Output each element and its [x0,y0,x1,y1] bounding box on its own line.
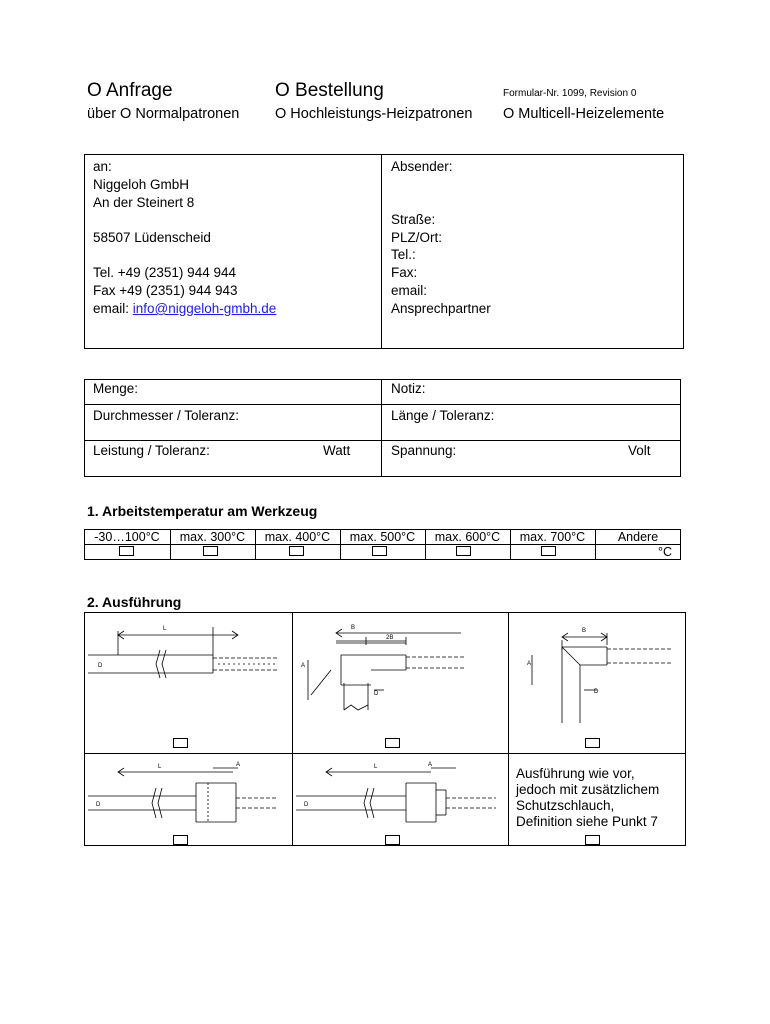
email-label: email: [93,301,133,316]
anfrage-option[interactable]: O Anfrage [87,80,173,101]
recipient-label: an: [93,159,112,174]
drawing-angled-cartridge [296,615,506,745]
bestellung-option[interactable]: O Bestellung [275,80,384,101]
recipient-street: An der Steinert 8 [93,195,195,210]
section1-title: 1. Arbeitstemperatur am Werkzeug [87,503,318,519]
drawing-threaded-cartridge [296,758,506,833]
notiz-field[interactable]: Notiz: [391,381,426,396]
temp-checkbox-300[interactable] [203,546,218,556]
temp-option-700: max. 700°C [519,530,586,544]
temp-option-500: max. 500°C [349,530,416,544]
temp-option-other: Andere [617,530,659,544]
drawing-straight-cartridge [88,615,288,745]
specs-divider [381,379,382,477]
section2-title: 2. Ausführung [87,594,182,610]
temp-checkbox-100[interactable] [119,546,134,556]
design-note-line-4: Definition siehe Punkt 7 [516,814,658,829]
label-b-2: B [351,625,356,631]
recipient-email-row [93,300,276,318]
label-a-3: A [527,661,532,667]
label-d-5: D [304,802,309,808]
recipient-tel: Tel. +49 (2351) 944 944 [93,265,236,280]
recipient-company: Niggeloh GmbH [93,177,190,192]
label-a-2: A [301,663,306,669]
design-checkbox-sleeve[interactable] [585,835,600,845]
email-link[interactable]: info@niggeloh-gmbh.de [132,301,277,316]
spannung-field[interactable]: Spannung: [391,443,457,458]
watt-unit: Watt [323,443,351,458]
label-d-4: D [96,802,101,808]
temp-option-300: max. 300°C [179,530,246,544]
sender-tel-label[interactable]: Tel.: [391,247,416,262]
temp-checkbox-500[interactable] [372,546,387,556]
label-d-2: D [374,691,379,697]
temp-checkbox-400[interactable] [289,546,304,556]
volt-unit: Volt [628,443,651,458]
label-a-5: A [428,762,433,768]
design-col-line-2 [508,612,509,846]
temp-other-unit[interactable]: °C [658,545,673,559]
label-d-1: D [98,663,103,669]
sender-label: Absender: [391,159,453,174]
specs-row-line-2 [84,440,681,441]
design-note-line-2: jedoch mit zusätzlichem [516,782,660,797]
temp-option-600: max. 600°C [434,530,501,544]
temp-checkbox-700[interactable] [541,546,556,556]
design-note-line-1: Ausführung wie vor, [516,766,635,781]
design-col-line-1 [292,612,293,846]
label-d-3: D [594,689,599,695]
hochleistung-option[interactable]: O Hochleistungs-Heizpatronen [275,106,473,122]
sender-plz-label[interactable]: PLZ/Ort: [391,230,443,245]
address-divider [381,154,382,349]
recipient-city: 58507 Lüdenscheid [93,230,211,245]
menge-field[interactable]: Menge: [93,381,139,396]
label-a-4: A [236,762,241,768]
drawing-flanged-cartridge [88,758,288,833]
design-checkbox-bent[interactable] [585,738,600,748]
recipient-fax: Fax +49 (2351) 944 943 [93,283,238,298]
sender-street-label[interactable]: Straße: [391,212,436,227]
design-row-line [84,753,686,754]
design-checkbox-threaded[interactable] [385,835,400,845]
durchmesser-field[interactable]: Durchmesser / Toleranz: [93,408,240,423]
label-l-1: L [163,626,167,632]
specs-table [84,379,681,477]
temp-option-100: -30…100°C [94,530,160,544]
temp-option-400: max. 400°C [264,530,331,544]
label-2b-2: 2B [386,635,394,641]
leistung-field[interactable]: Leistung / Toleranz: [93,443,210,458]
label-l-5: L [374,764,378,770]
temp-checkbox-600[interactable] [456,546,471,556]
laenge-field[interactable]: Länge / Toleranz: [391,408,495,423]
normalpatronen-option[interactable]: über O Normalpatronen [87,106,240,122]
label-b-3: B [582,628,587,634]
label-l-4: L [158,764,162,770]
sender-fax-label[interactable]: Fax: [391,265,418,280]
sender-email-label[interactable]: email: [391,283,428,298]
design-checkbox-angled[interactable] [385,738,400,748]
drawing-bent-cartridge [512,615,682,745]
form-number: Formular-Nr. 1099, Revision 0 [503,88,637,99]
design-note-line-3: Schutzschlauch, [516,798,615,813]
specs-row-line-1 [84,404,681,405]
multicell-option[interactable]: O Multicell-Heizelemente [503,106,665,122]
design-checkbox-straight[interactable] [173,738,188,748]
sender-contact-label[interactable]: Ansprechpartner [391,301,491,316]
design-checkbox-flanged[interactable] [173,835,188,845]
